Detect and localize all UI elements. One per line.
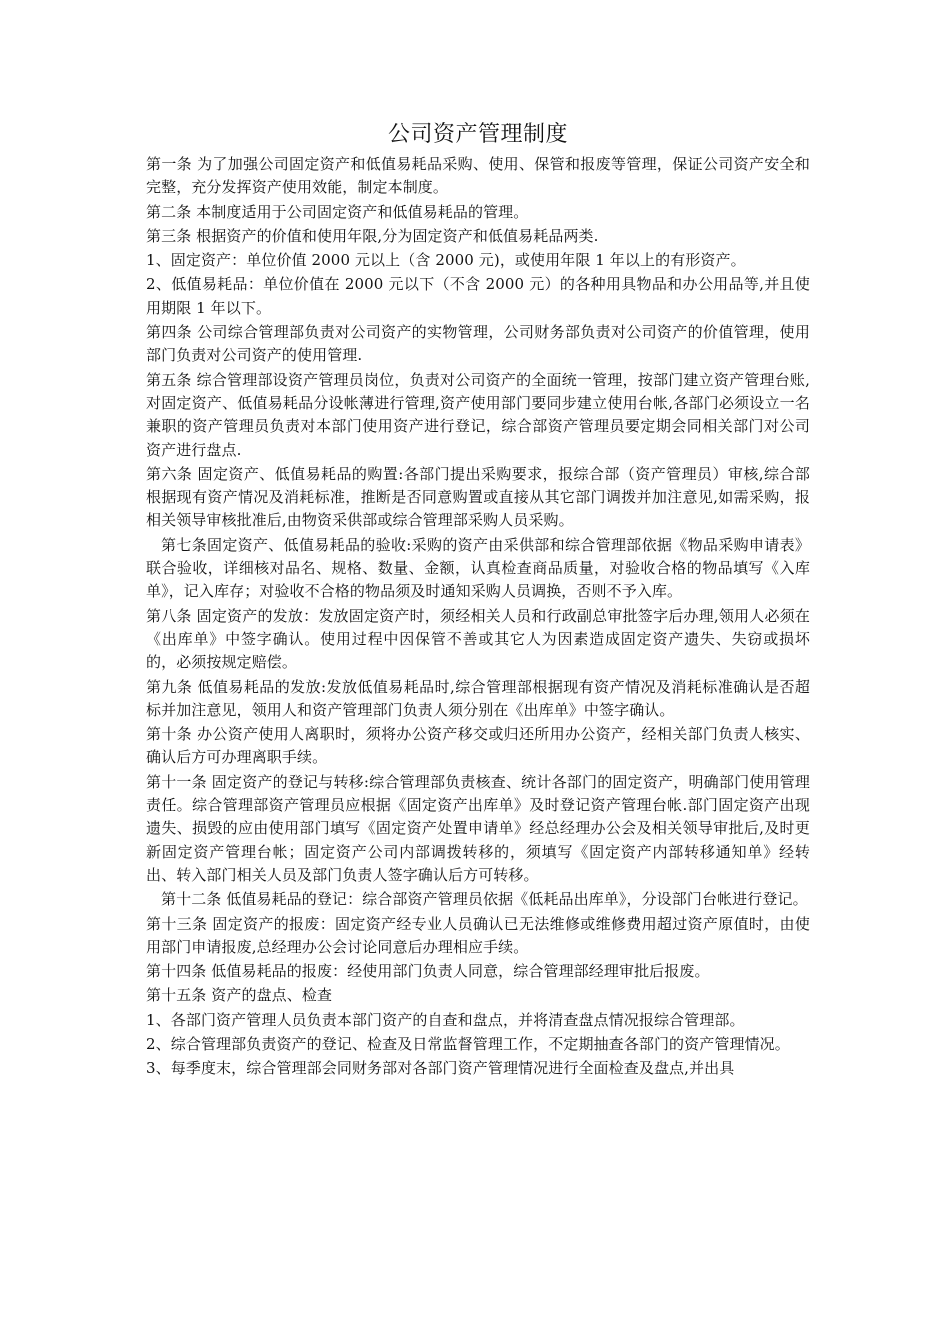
article-3-item-1: 1、固定资产：单位价值 2000 元以上（含 2000 元)，或使用年限 1 年以上的有形资产。 <box>146 251 746 270</box>
article-12: 第十二条 低值易耗品的登记：综合部资产管理员依据《低耗品出库单》，分设部门台帐进行登记。 <box>161 890 808 909</box>
article-15: 第十五条 资产的盘点、检查 <box>146 986 333 1005</box>
article-4: 第四条 公司综合管理部负责对公司资产的实物管理，公司财务部负责对公司资产的价值管理，使用部门负责对公司资产的使用管理. <box>146 323 810 365</box>
document-page <box>146 118 810 1081</box>
article-15-item-3: 3、每季度末，综合管理部会同财务部对各部门资产管理情况进行全面检查及盘点,并出具 <box>146 1059 735 1078</box>
article-2: 第二条 本制度适用于公司固定资产和低值易耗品的管理。 <box>146 202 529 221</box>
article-1: 第一条 为了加强公司固定资产和低值易耗品采购、使用、保管和报废等管理，保证公司资产安全和完整，充分发挥资产使用效能，制定本制度。 <box>146 155 810 197</box>
article-10: 第十条 办公资产使用人离职时，须将办公资产移交或归还所用办公资产，经相关部门负责人核实、确认后方可办理离职手续。 <box>146 725 810 767</box>
article-6: 第六条 固定资产、低值易耗品的购置:各部门提出采购要求，报综合部（资产管理员）审核,综合部根据现有资产情况及消耗标准，推断是否同意购置或直接从其它部门调拨并加注意见,如需采购，报相关领导审核批准后,由物资采供部或综合管理部采购人员采购。 <box>146 464 810 530</box>
article-15-item-2: 2、综合管理部负责资产的登记、检查及日常监督管理工作，不定期抽查各部门的资产管理情况。 <box>146 1034 790 1053</box>
article-3: 第三条 根据资产的价值和使用年限,分为固定资产和低值易耗品两类. <box>146 226 599 245</box>
article-15-item-1: 1、各部门资产管理人员负责本部门资产的自查和盘点，并将清查盘点情况报综合管理部。 <box>146 1010 745 1029</box>
article-14: 第十四条 低值易耗品的报废：经使用部门负责人同意，综合管理部经理审批后报废。 <box>146 962 710 981</box>
article-13: 第十三条 固定资产的报废：固定资产经专业人员确认已无法维修或维修费用超过资产原值时，由使用部门申请报废,总经理办公会讨论同意后办理相应手续。 <box>146 914 810 956</box>
article-8: 第八条 固定资产的发放：发放固定资产时，须经相关人员和行政副总审批签字后办理,领用人必须在《出库单》中签字确认。使用过程中因保管不善或其它人为因素造成固定资产遗失、失窃或损坏的，必须按规定赔偿。 <box>146 606 810 672</box>
article-5: 第五条 综合管理部设资产管理员岗位，负责对公司资产的全面统一管理，按部门建立资产管理台账,对固定资产、低值易耗品分设帐薄进行管理,资产使用部门要同步建立使用台帐,各部门必须设立一名兼职的资产管理员负责对本部门使用资产进行登记，综合部资产管理员要定期会同相关部门对公司资产进行盘点. <box>146 370 810 459</box>
article-9: 第九条 低值易耗品的发放:发放低值易耗品时,综合管理部根据现有资产情况及消耗标准确认是否超标并加注意见，领用人和资产管理部门负责人须分别在《出库单》中签字确认。 <box>146 677 810 719</box>
document-title: 公司资产管理制度 <box>387 122 568 147</box>
article-7: 第七条固定资产、低值易耗品的验收:采购的资产由采供部和综合管理部依据《物品采购申请表》联合验收，详细核对品名、规格、数量、金额，认真检查商品质量，对验收合格的物品填写《入库单》，记入库存；对验收不合格的物品须及时通知采购人员调换，否则不予入库。 <box>146 535 810 601</box>
article-3-item-2: 2、低值易耗品：单位价值在 2000 元以下（不含 2000 元）的各种用具物品和办公用品等,并且使用期限 1 年以下。 <box>146 275 810 317</box>
article-11: 第十一条 固定资产的登记与转移:综合管理部负责核查、统计各部门的固定资产，明确部门使用管理责任。综合管理部资产管理员应根据《固定资产出库单》及时登记资产管理台帐.部门固定资产出现遗失、损毁的应由使用部门填写《固定资产处置申请单》经总经理办公会及相关领导审批后,及时更新固定资产管理台帐；固定资产公司内部调拨转移的，须填写《固定资产内部转移通知单》经转出、转入部门相关人员及部门负责人签字确认后方可转移。 <box>146 772 810 884</box>
